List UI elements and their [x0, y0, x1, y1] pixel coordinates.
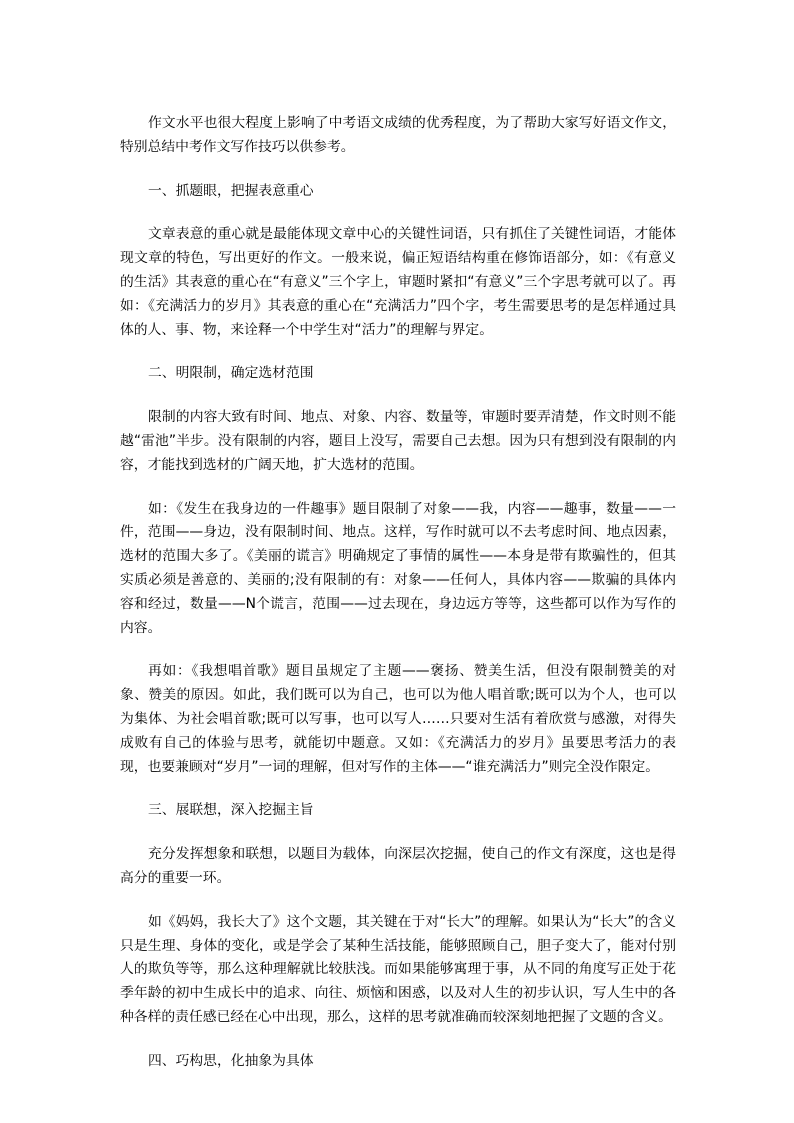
section-2-paragraph-1: 限制的内容大致有时间、地点、对象、内容、数量等，审题时要弄清楚，作文时则不能越“雷池”半步。没有限制的内容，题目上没写，需要自己去想。因为只有想到没有限制的内容，才能找到选材的广阔天地，扩大选材的范围。: [120, 409, 676, 473]
section-heading-3: 三、展联想，深入挖掘主旨: [148, 802, 314, 819]
section-1-paragraph: 文章表意的重心就是最能体现文章中心的关键性词语，只有抓住了关键性词语，才能体现文章的特色，写出更好的作文。一般来说，偏正短语结构重在修饰语部分，如：《有意义的生活》其表意的重心在“有意义”三个字上，审题时紧扣“有意义”三个字思考就可以了。再如：《充满活力的岁月》其表意的重心在“充满活力”四个字，考生需要思考的是怎样通过具体的人、事、物，来诠释一个中学生对“活力”的理解与界定。: [120, 226, 676, 338]
section-heading-1: 一、抓题眼，把握表意重心: [148, 182, 314, 199]
section-3-paragraph-2: 如《妈妈，我长大了》这个文题，其关键在于对“长大”的理解。如果认为“长大”的含义只是生理、身体的变化，或是学会了某种生活技能，能够照顾自己，胆子变大了，能对付别人的欺负等等，那么这种理解就比较肤浅。而如果能够寓理于事，从不同的角度写正处于花季年龄的初中生成长中的追求、向往、烦恼和困惑，以及对人生的初步认识，写人生中的各种各样的责任感已经在心中出现，那么，这样的思考就准确而较深刻地把握了文题的含义。: [120, 913, 676, 1025]
section-3-paragraph-1: 充分发挥想象和联想，以题目为载体，向深层次挖掘，使自己的作文有深度，这也是得高分的重要一环。: [120, 846, 676, 886]
section-heading-2: 二、明限制，确定选材范围: [148, 365, 314, 382]
intro-paragraph: 作文水平也很大程度上影响了中考语文成绩的优秀程度，为了帮助大家写好语文作文，特别总结中考作文写作技巧以供参考。: [120, 115, 676, 155]
section-heading-4: 四、巧构思，化抽象为具体: [148, 1052, 314, 1069]
section-2-paragraph-2: 如：《发生在我身边的一件趣事》题目限制了对象——我，内容——趣事，数量——一件，范围——身边，没有限制时间、地点。这样，写作时就可以不去考虑时间、地点因素，选材的范围大多了。《美丽的谎言》明确规定了事情的属性——本身是带有欺骗性的，但其实质必须是善意的、美丽的;没有限制的有：对象——任何人，具体内容——欺骗的具体内容和经过，数量——N个谎言，范围——过去现在，身边远方等等，这些都可以作为写作的内容。: [120, 500, 676, 636]
section-2-paragraph-3: 再如：《我想唱首歌》题目虽规定了主题——褒扬、赞美生活，但没有限制赞美的对象、赞美的原因。如此，我们既可以为自己，也可以为他人唱首歌;既可以为个人，也可以为集体、为社会唱首歌;既可以写事，也可以写人……只要对生活有着欣赏与感激，对得失成败有自己的体验与思考，就能切中题意。又如：《充满活力的岁月》虽要思考活力的表现，也要兼顾对“岁月”一词的理解，但对写作的主体——“谁充满活力”则完全没作限定。: [120, 663, 676, 775]
